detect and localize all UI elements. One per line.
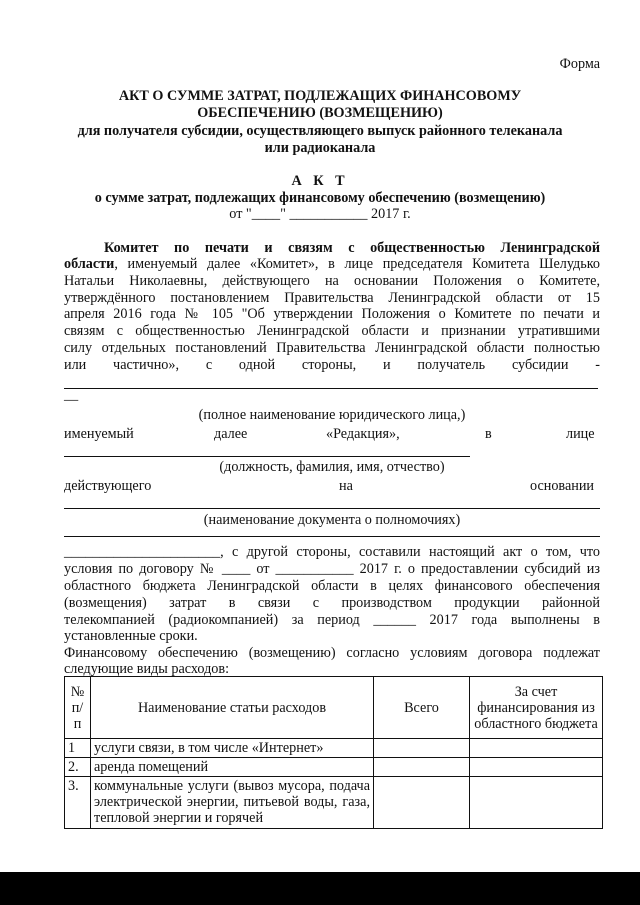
paragraph-2-line-6: установленные сроки.	[64, 628, 198, 644]
paragraph-2-line-4: (возмещения) затрат в связи с производством продукции районной	[64, 595, 600, 611]
caption-person: (должность, фамилия, имя, отчество)	[219, 459, 445, 475]
paragraph-1-line-5: апреля 2016 года № 105 "Об утверждении Положения о Комитете по печати и	[64, 306, 600, 322]
form-label: Форма	[559, 56, 600, 72]
header-line-1: АКТ О СУММЕ ЗАТРАТ, ПОДЛЕЖАЩИХ ФИНАНСОВОМУ	[118, 88, 522, 104]
paragraph-2-line-1: ______________________, с другой стороны, составили настоящий акт о том, что	[64, 544, 600, 560]
named-word: именуемый	[64, 426, 134, 442]
header-name: Наименование статьи расходов	[91, 677, 374, 739]
paragraph-2-line-3: областного бюджета Ленинградской области в целях финансового обеспечения	[64, 578, 600, 594]
header-line-3: для получателя субсидии, осуществляющего выпуск районного телеканала	[77, 123, 563, 139]
header-line-2: ОБЕСПЕЧЕНИЮ (ВОЗМЕЩЕНИЮ)	[197, 105, 443, 121]
paragraph-1-line-2	[64, 256, 600, 273]
scan-bottom-edge	[0, 872, 640, 905]
paragraph-1-bold-word: области	[64, 256, 115, 272]
row-name: аренда помещений	[91, 758, 374, 777]
row-budget-cell	[470, 777, 603, 829]
expenses-table	[64, 676, 603, 829]
paragraph-3-line-1: Финансовому обеспечению (возмещению) согласно условиям договора подлежат	[64, 645, 600, 661]
row-total-cell	[374, 739, 470, 758]
paragraph-1-line-8: или частично», с одной стороны, и получатель субсидии -	[64, 357, 600, 373]
act-subtitle: о сумме затрат, подлежащих финансовому обеспечению (возмещению)	[94, 190, 546, 206]
paragraph-1-line-2-text: , именуемый далее «Комитет», в лице председателя Комитета Шелудько	[114, 256, 600, 272]
table-header-row	[65, 677, 603, 739]
caption-entity: (полное наименование юридического лица,)	[198, 407, 466, 423]
paragraph-1-line-1: Комитет по печати и связям с общественностью Ленинградской	[104, 240, 600, 256]
act-title: А К Т	[291, 173, 349, 189]
row-name: услуги связи, в том числе «Интернет»	[91, 739, 374, 758]
row-num: 1	[65, 739, 91, 758]
dash-mark: —	[64, 392, 79, 408]
table-row	[65, 739, 603, 758]
person-name-line	[64, 456, 470, 457]
further-word: далее	[214, 426, 248, 442]
row-name: коммунальные услуги (вывоз мусора, подача электрической энергии, питьевой воды, газа, тепловой энергии и горячей	[91, 777, 374, 829]
basis-word: основании	[530, 478, 595, 494]
header-budget: За счет финансирования из областного бюджета	[470, 677, 603, 739]
in-word: в	[485, 426, 492, 442]
row-total-cell	[374, 777, 470, 829]
paragraph-2-line-2: условия по договору № ____ от ___________ 2017 г. о предоставлении субсидий из	[64, 561, 600, 577]
act-date-line: от "____" ___________ 2017 г.	[229, 206, 411, 222]
acting-word: действующего	[64, 478, 152, 494]
editorial-word: «Редакция»,	[326, 426, 400, 442]
row-budget-cell	[470, 739, 603, 758]
on-word: на	[339, 478, 353, 494]
header-line-4: или радиоканала	[264, 140, 376, 156]
row-total-cell	[374, 758, 470, 777]
row-num: 2.	[65, 758, 91, 777]
caption-document: (наименование документа о полномочиях)	[203, 512, 461, 528]
named-row	[64, 426, 600, 443]
paragraph-1-line-3: Натальи Николаевны, действующего на основании Положения о Комитете,	[64, 273, 600, 289]
acting-row	[64, 478, 600, 495]
row-budget-cell	[470, 758, 603, 777]
table-row	[65, 777, 603, 829]
paragraph-1-line-7: силу отдельных постановлений Правительства Ленинградской области полностью	[64, 340, 600, 356]
header-num: № п/п	[65, 677, 91, 739]
entity-name-line	[64, 388, 598, 389]
paragraph-2-line-5: телекомпанией (радиокомпанией) за период ______ 2017 года выполнены в	[64, 612, 600, 628]
row-num: 3.	[65, 777, 91, 829]
document-fill-line	[64, 536, 600, 537]
basis-doc-line	[64, 508, 600, 509]
paragraph-1-line-6: связям с общественностью Ленинградской области и признании утратившими	[64, 323, 600, 339]
header-total: Всего	[374, 677, 470, 739]
face-word: лице	[566, 426, 595, 442]
table-row	[65, 758, 603, 777]
paragraph-3-line-2: следующие виды расходов:	[64, 661, 230, 677]
paragraph-1-line-4: утверждённого постановлением Правительства Ленинградской области от 15	[64, 290, 600, 306]
